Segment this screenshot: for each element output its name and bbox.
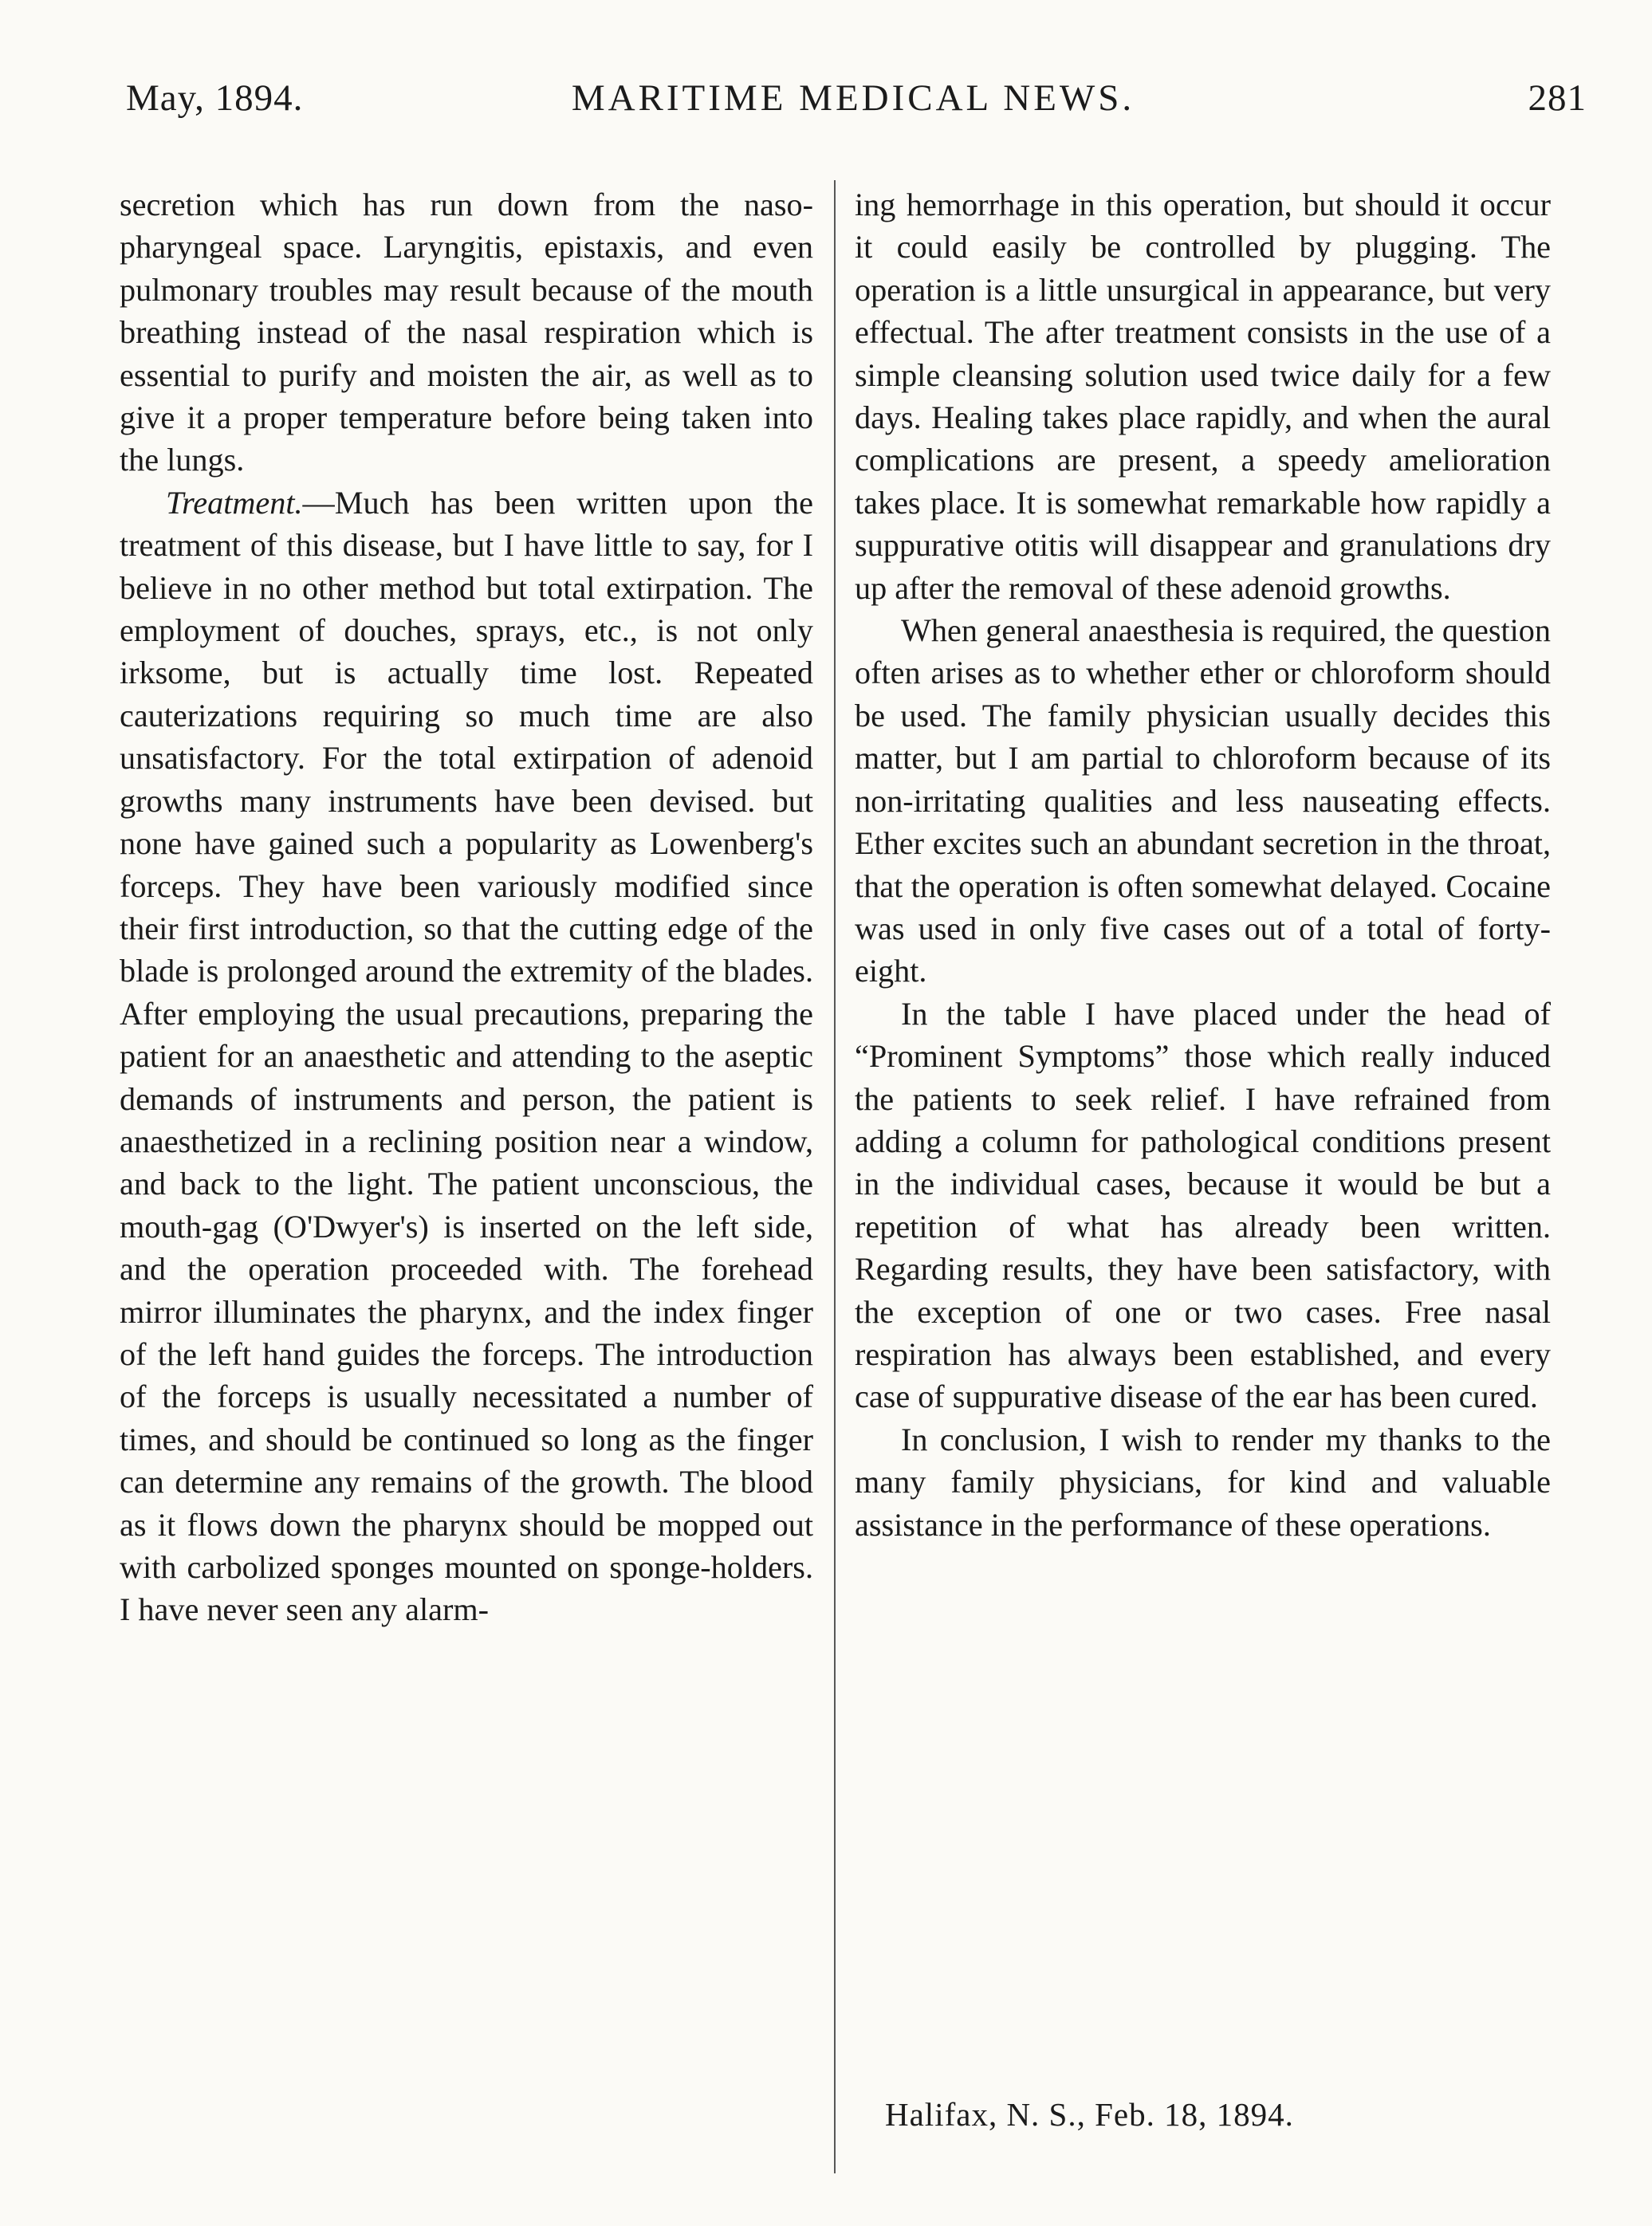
- paragraph-continued: secretion which has run down from the naso-pharyngeal space. Laryngitis, epistaxis, and even pulmonary troubles may result because of the mouth breathing instead of the nasal respiration which is essential to purify and moisten the air, as well as to give it a proper temperature before being taken into the lungs.: [120, 187, 813, 478]
- paragraph-anaesthesia: When general anaesthesia is required, the question often arises as to whether ether or chloroform should be used. The family physician usually decides this matter, but I am partial to chloroform because of its non-irritating qualities and less nauseating effects. Ether excites such an abundant secretion in the throat, that the operation is often somewhat delayed. Cocaine was used in only five cases out of a total of forty-eight.: [855, 612, 1551, 989]
- issue-date: May, 1894.: [126, 77, 304, 119]
- dateline: Halifax, N. S., Feb. 18, 1894.: [885, 2096, 1294, 2133]
- page-number: 281: [1528, 77, 1587, 119]
- paragraph-hemorrhage: ing hemorrhage in this operation, but should it occur it could easily be controlled by plugging. The operation is a little unsurgical in appearance, but very effectual. The after treatment consists in the use of a simple cleansing solution used twice daily for a few days. Healing takes place rapidly, and when the aural complications are present, a speedy amelioration takes place. It is somewhat remarkable how rapidly a suppurative otitis will disappear and granulations dry up after the removal of these adenoid growths.: [855, 187, 1551, 606]
- left-column: [120, 183, 813, 1631]
- paragraph-conclusion: In conclusion, I wish to render my thanks to the many family physicians, for kind and valuable assistance in the performance of these operations.: [855, 1421, 1551, 1543]
- column-divider: [834, 180, 836, 2173]
- treatment-heading: Treatment.: [166, 484, 303, 521]
- running-head: [120, 77, 1587, 132]
- journal-title: MARITIME MEDICAL NEWS.: [571, 77, 1135, 119]
- treatment-body: —Much has been written upon the treatment of this disease, but I have little to say, for I believe in no other method but total extirpation. The employment of douches, sprays, etc., is not only irksome, but is actually time lost. Repeated cauterizations requiring so much time are also unsatisfactory. For the total extirpation of adenoid growths many instruments have been devised. but none have gained such a popularity as Lowenberg's forceps. They have been variously modified since their first introduction, so that the cutting edge of the blade is prolonged around the extremity of the blades. After employing the usual precautions, preparing the patient for an anaesthetic and attending to the aseptic demands of instruments and person, the patient is anaesthetized in a reclining position near a window, and back to the light. The patient unconscious, the mouth-gag (O'Dwyer's) is inserted on the left side, and the operation proceeded with. The forehead mirror illuminates the pharynx, and the index finger of the left hand guides the forceps. The introduction of the forceps is usually necessitated a number of times, and should be continued so long as the finger can determine any remains of the growth. The blood as it flows down the pharynx should be mopped out with carbolized sponges mounted on sponge-holders. I have never seen any alarm-: [120, 484, 813, 1628]
- right-column: [855, 183, 1551, 1546]
- paragraph-treatment: [120, 482, 813, 1631]
- paragraph-table-results: In the table I have placed under the head of “Prominent Symptoms” those which really induced the patients to seek relief. I have refrained from adding a column for pathological conditions present in the individual cases, because it would be but a repetition of what has already been written. Regarding results, they have been satisfactory, with the exception of one or two cases. Free nasal respiration has always been established, and every case of suppurative disease of the ear has been cured.: [855, 995, 1551, 1415]
